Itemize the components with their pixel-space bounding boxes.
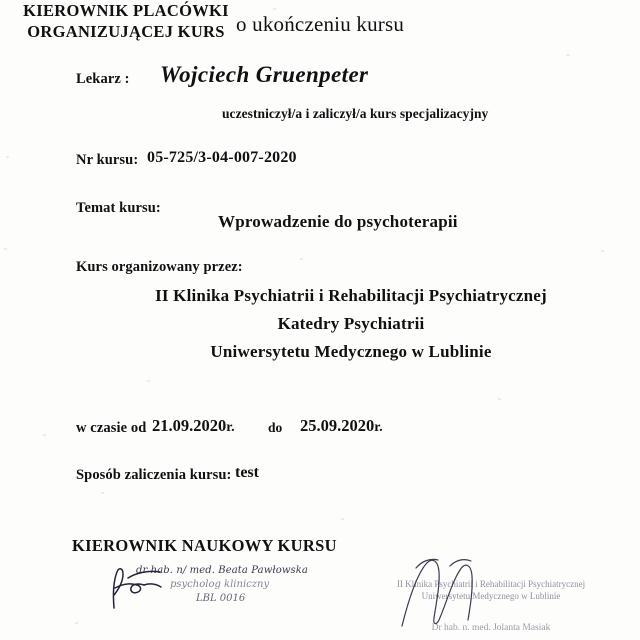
scan-speckle (300, 258, 303, 260)
page-title: o ukończeniu kursu (235, 12, 405, 36)
course-organizer-line: Uniwersytetu Medycznego w Lublinie (210, 342, 492, 361)
course-number-label: Nr kursu: (76, 152, 139, 168)
scientific-supervisor-heading: KIEROWNIK NAUKOWY KURSU (72, 536, 337, 555)
scan-speckle (341, 518, 344, 520)
scan-speckle (4, 248, 7, 250)
period-date-from-value: 21.09.2020 (152, 416, 227, 435)
stamp-line-obscured (376, 566, 606, 578)
institution-head-heading-line-2: ORGANIZUJĄCEJ KURS (27, 22, 225, 41)
scan-speckle (147, 380, 150, 382)
scientific-supervisor-stamp (136, 564, 308, 606)
participation-statement: uczestniczył/a i zaliczył/a kurs specjalizacyjny (222, 106, 489, 121)
physician-name: Wojciech Gruenpeter (160, 62, 369, 87)
scan-speckle (498, 398, 501, 400)
course-topic-value: Wprowadzenie do psychoterapii (218, 212, 458, 231)
stamp-line-university: Uniwersytetu Medycznego w Lublinie (421, 591, 561, 601)
course-organizer-label: Kurs organizowany przez: (76, 259, 243, 275)
scan-speckle (43, 434, 46, 436)
period-date-to (300, 416, 383, 436)
assessment-value: test (235, 464, 259, 481)
stamp-line-licence: LBL 0016 (196, 593, 246, 604)
stamp-line-role: psycholog kliniczny (170, 579, 270, 590)
stamp-line-name: dr hab. n/ med. Beata Pawłowska (136, 565, 308, 576)
scan-speckle (273, 8, 276, 10)
stamp-line-name: Dr hab. n. med. Jolanta Masiak (431, 623, 551, 633)
period-label: w czasie od (76, 420, 147, 436)
scan-speckle (601, 250, 604, 252)
scan-speckle (6, 156, 9, 158)
period-date-to-value: 25.09.2020 (300, 416, 375, 435)
course-organizer-line: Katedry Psychiatrii (277, 314, 425, 333)
course-topic-label: Temat kursu: (76, 200, 161, 216)
course-number-value: 05-725/3-04-007-2020 (147, 149, 297, 166)
scan-speckle (75, 622, 78, 624)
period-separator: do (268, 420, 283, 435)
physician-label: Lekarz : (76, 71, 130, 87)
institution-head-stamp (376, 566, 606, 634)
institution-head-heading-line-1: KIEROWNIK PLACÓWKI (23, 1, 229, 20)
stamp-line-clinic: II Klinika Psychiatrii i Rehabilitacji Psychiatrycznej (396, 579, 586, 589)
period-date-from (152, 416, 235, 436)
scan-speckle (566, 54, 570, 56)
period-date-to-suffix: r. (374, 420, 383, 435)
period-date-from-suffix: r. (226, 420, 235, 435)
assessment-label: Sposób zaliczenia kursu: (76, 467, 232, 483)
course-organizer-line: II Klinika Psychiatrii i Rehabilitacji Psychiatrycznej (155, 286, 547, 305)
scan-speckle (101, 492, 104, 494)
